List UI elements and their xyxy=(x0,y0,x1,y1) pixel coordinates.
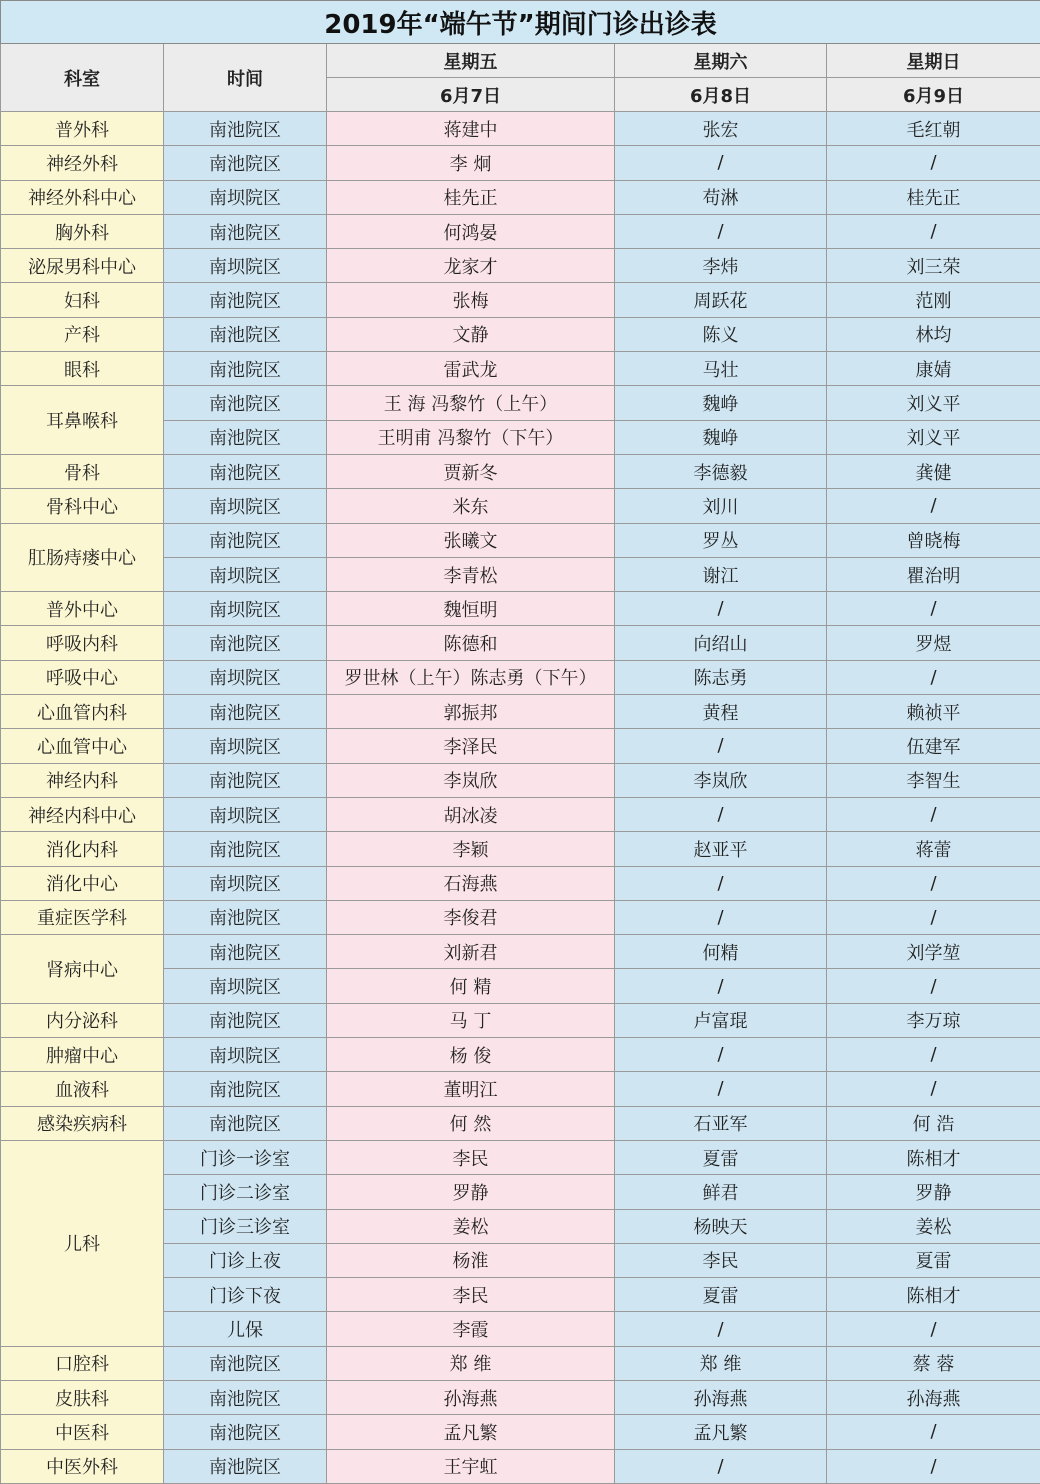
sat-doctor-cell: 孙海燕 xyxy=(615,1380,827,1414)
dept-cell: 中医外科 xyxy=(1,1449,164,1483)
time-cell: 南坝院区 xyxy=(164,249,327,283)
table-row xyxy=(1,180,1040,214)
table-row xyxy=(1,249,1040,283)
sun-doctor-cell: / xyxy=(827,592,1040,626)
dept-cell: 重症医学科 xyxy=(1,900,164,934)
fri-doctor-cell: 陈德和 xyxy=(327,626,615,660)
dept-cell: 普外科 xyxy=(1,112,164,146)
fri-doctor-cell: 郭振邦 xyxy=(327,695,615,729)
dept-cell: 中医科 xyxy=(1,1415,164,1449)
sun-doctor-cell: 赖祯平 xyxy=(827,695,1040,729)
sat-doctor-cell: 马壮 xyxy=(615,352,827,386)
table-row xyxy=(1,866,1040,900)
sat-doctor-cell: 夏雷 xyxy=(615,1278,827,1312)
time-cell: 南池院区 xyxy=(164,214,327,248)
fri-doctor-cell: 张曦文 xyxy=(327,523,615,557)
header-time: 时间 xyxy=(164,44,327,112)
time-cell: 南池院区 xyxy=(164,146,327,180)
time-cell: 南池院区 xyxy=(164,1449,327,1483)
sat-doctor-cell: 张宏 xyxy=(615,112,827,146)
dept-cell: 妇科 xyxy=(1,283,164,317)
time-cell: 南坝院区 xyxy=(164,660,327,694)
time-cell: 南池院区 xyxy=(164,523,327,557)
sun-doctor-cell: 康婧 xyxy=(827,352,1040,386)
table-row xyxy=(1,763,1040,797)
header-date-fri: 6月7日 xyxy=(327,78,615,112)
table-row xyxy=(1,1072,1040,1106)
sun-doctor-cell: 蔡 蓉 xyxy=(827,1346,1040,1380)
sun-doctor-cell: 范刚 xyxy=(827,283,1040,317)
time-cell: 门诊二诊室 xyxy=(164,1175,327,1209)
fri-doctor-cell: 李俊君 xyxy=(327,900,615,934)
fri-doctor-cell: 何鸿晏 xyxy=(327,214,615,248)
fri-doctor-cell: 李青松 xyxy=(327,557,615,591)
fri-doctor-cell: 王 海 冯黎竹（上午） xyxy=(327,386,615,420)
sun-doctor-cell: 李智生 xyxy=(827,763,1040,797)
table-row xyxy=(1,386,1040,420)
fri-doctor-cell: 李颖 xyxy=(327,832,615,866)
fri-doctor-cell: 文静 xyxy=(327,317,615,351)
time-cell: 南坝院区 xyxy=(164,180,327,214)
fri-doctor-cell: 李泽民 xyxy=(327,729,615,763)
time-cell: 南池院区 xyxy=(164,1106,327,1140)
header-date-sun: 6月9日 xyxy=(827,78,1040,112)
fri-doctor-cell: 何 然 xyxy=(327,1106,615,1140)
time-cell: 南池院区 xyxy=(164,935,327,969)
time-cell: 南池院区 xyxy=(164,283,327,317)
dept-cell: 神经外科中心 xyxy=(1,180,164,214)
table-row xyxy=(1,1038,1040,1072)
sat-doctor-cell: 李民 xyxy=(615,1243,827,1277)
fri-doctor-cell: 米东 xyxy=(327,489,615,523)
sat-doctor-cell: 向绍山 xyxy=(615,626,827,660)
fri-doctor-cell: 郑 维 xyxy=(327,1346,615,1380)
time-cell: 南坝院区 xyxy=(164,797,327,831)
sun-doctor-cell: 伍建军 xyxy=(827,729,1040,763)
sun-doctor-cell: 夏雷 xyxy=(827,1243,1040,1277)
dept-cell: 内分泌科 xyxy=(1,1003,164,1037)
table-row xyxy=(1,146,1040,180)
fri-doctor-cell: 何 精 xyxy=(327,969,615,1003)
time-cell: 南池院区 xyxy=(164,1380,327,1414)
time-cell: 儿保 xyxy=(164,1312,327,1346)
sun-doctor-cell: / xyxy=(827,1072,1040,1106)
fri-doctor-cell: 刘新君 xyxy=(327,935,615,969)
sun-doctor-cell: 曾晓梅 xyxy=(827,523,1040,557)
sat-doctor-cell: / xyxy=(615,1449,827,1483)
time-cell: 门诊下夜 xyxy=(164,1278,327,1312)
sat-doctor-cell: 鲜君 xyxy=(615,1175,827,1209)
sun-doctor-cell: 罗煜 xyxy=(827,626,1040,660)
fri-doctor-cell: 罗世林（上午）陈志勇（下午） xyxy=(327,660,615,694)
sat-doctor-cell: 黄程 xyxy=(615,695,827,729)
table-row xyxy=(1,283,1040,317)
sat-doctor-cell: / xyxy=(615,1072,827,1106)
table-row xyxy=(1,1380,1040,1414)
sat-doctor-cell: / xyxy=(615,969,827,1003)
time-cell: 门诊一诊室 xyxy=(164,1140,327,1174)
dept-cell: 肛肠痔瘘中心 xyxy=(1,523,164,592)
sun-doctor-cell: / xyxy=(827,1038,1040,1072)
dept-cell: 骨科中心 xyxy=(1,489,164,523)
fri-doctor-cell: 雷武龙 xyxy=(327,352,615,386)
sun-doctor-cell: 刘三荣 xyxy=(827,249,1040,283)
sat-doctor-cell: 罗丛 xyxy=(615,523,827,557)
fri-doctor-cell: 孟凡繁 xyxy=(327,1415,615,1449)
fri-doctor-cell: 杨淮 xyxy=(327,1243,615,1277)
time-cell: 南坝院区 xyxy=(164,592,327,626)
fri-doctor-cell: 胡冰凌 xyxy=(327,797,615,831)
sat-doctor-cell: 魏峥 xyxy=(615,386,827,420)
sat-doctor-cell: / xyxy=(615,1312,827,1346)
table-row xyxy=(1,112,1040,146)
sun-doctor-cell: 陈相才 xyxy=(827,1140,1040,1174)
table-row xyxy=(1,1106,1040,1140)
time-cell: 南池院区 xyxy=(164,1415,327,1449)
sun-doctor-cell: 蒋蕾 xyxy=(827,832,1040,866)
dept-cell: 心血管内科 xyxy=(1,695,164,729)
sat-doctor-cell: 李德毅 xyxy=(615,454,827,488)
dept-cell: 消化中心 xyxy=(1,866,164,900)
fri-doctor-cell: 张梅 xyxy=(327,283,615,317)
header-weekday-fri: 星期五 xyxy=(327,44,615,78)
sun-doctor-cell: / xyxy=(827,969,1040,1003)
time-cell: 门诊三诊室 xyxy=(164,1209,327,1243)
table-row xyxy=(1,1140,1040,1174)
time-cell: 南池院区 xyxy=(164,112,327,146)
table-row xyxy=(1,1415,1040,1449)
table-row xyxy=(1,352,1040,386)
table-row xyxy=(1,592,1040,626)
fri-doctor-cell: 蒋建中 xyxy=(327,112,615,146)
sat-doctor-cell: / xyxy=(615,592,827,626)
sat-doctor-cell: 卢富琨 xyxy=(615,1003,827,1037)
dept-cell: 感染疾病科 xyxy=(1,1106,164,1140)
time-cell: 南池院区 xyxy=(164,900,327,934)
dept-cell: 儿科 xyxy=(1,1140,164,1346)
time-cell: 南坝院区 xyxy=(164,969,327,1003)
fri-doctor-cell: 李民 xyxy=(327,1278,615,1312)
sun-doctor-cell: 瞿治明 xyxy=(827,557,1040,591)
table-row xyxy=(1,695,1040,729)
sun-doctor-cell: / xyxy=(827,489,1040,523)
fri-doctor-cell: 贾新冬 xyxy=(327,454,615,488)
table-row xyxy=(1,935,1040,969)
fri-doctor-cell: 李 炯 xyxy=(327,146,615,180)
header-weekday-sun: 星期日 xyxy=(827,44,1040,78)
sun-doctor-cell: 罗静 xyxy=(827,1175,1040,1209)
sun-doctor-cell: 刘学堃 xyxy=(827,935,1040,969)
sat-doctor-cell: 石亚军 xyxy=(615,1106,827,1140)
dept-cell: 心血管中心 xyxy=(1,729,164,763)
fri-doctor-cell: 李岚欣 xyxy=(327,763,615,797)
time-cell: 南坝院区 xyxy=(164,1038,327,1072)
fri-doctor-cell: 王宇虹 xyxy=(327,1449,615,1483)
sat-doctor-cell: 魏峥 xyxy=(615,420,827,454)
time-cell: 南池院区 xyxy=(164,352,327,386)
sun-doctor-cell: 孙海燕 xyxy=(827,1380,1040,1414)
sun-doctor-cell: / xyxy=(827,866,1040,900)
schedule-body xyxy=(1,112,1040,1484)
table-row xyxy=(1,454,1040,488)
time-cell: 南池院区 xyxy=(164,1003,327,1037)
dept-cell: 皮肤科 xyxy=(1,1380,164,1414)
sun-doctor-cell: / xyxy=(827,900,1040,934)
sat-doctor-cell: 何精 xyxy=(615,935,827,969)
time-cell: 门诊上夜 xyxy=(164,1243,327,1277)
dept-cell: 骨科 xyxy=(1,454,164,488)
sat-doctor-cell: 谢江 xyxy=(615,557,827,591)
table-row xyxy=(1,1003,1040,1037)
header-weekday-sat: 星期六 xyxy=(615,44,827,78)
dept-cell: 胸外科 xyxy=(1,214,164,248)
sat-doctor-cell: 郑 维 xyxy=(615,1346,827,1380)
dept-cell: 呼吸内科 xyxy=(1,626,164,660)
fri-doctor-cell: 李民 xyxy=(327,1140,615,1174)
table-row xyxy=(1,1449,1040,1483)
sat-doctor-cell: / xyxy=(615,797,827,831)
table-row xyxy=(1,214,1040,248)
sat-doctor-cell: 赵亚平 xyxy=(615,832,827,866)
fri-doctor-cell: 马 丁 xyxy=(327,1003,615,1037)
time-cell: 南池院区 xyxy=(164,454,327,488)
sun-doctor-cell: 何 浩 xyxy=(827,1106,1040,1140)
sun-doctor-cell: / xyxy=(827,660,1040,694)
time-cell: 南池院区 xyxy=(164,763,327,797)
table-row xyxy=(1,797,1040,831)
sat-doctor-cell: 李炜 xyxy=(615,249,827,283)
sat-doctor-cell: 孟凡繁 xyxy=(615,1415,827,1449)
table-row xyxy=(1,523,1040,557)
table-row xyxy=(1,729,1040,763)
sun-doctor-cell: 姜松 xyxy=(827,1209,1040,1243)
table-row xyxy=(1,317,1040,351)
sun-doctor-cell: / xyxy=(827,1449,1040,1483)
time-cell: 南池院区 xyxy=(164,626,327,660)
fri-doctor-cell: 孙海燕 xyxy=(327,1380,615,1414)
sun-doctor-cell: / xyxy=(827,797,1040,831)
sat-doctor-cell: 杨映天 xyxy=(615,1209,827,1243)
sun-doctor-cell: 李万琼 xyxy=(827,1003,1040,1037)
fri-doctor-cell: 李霞 xyxy=(327,1312,615,1346)
time-cell: 南池院区 xyxy=(164,317,327,351)
table-row xyxy=(1,832,1040,866)
fri-doctor-cell: 王明甫 冯黎竹（下午） xyxy=(327,420,615,454)
dept-cell: 产科 xyxy=(1,317,164,351)
sat-doctor-cell: 刘川 xyxy=(615,489,827,523)
fri-doctor-cell: 石海燕 xyxy=(327,866,615,900)
sun-doctor-cell: 毛红朝 xyxy=(827,112,1040,146)
table-row xyxy=(1,900,1040,934)
sat-doctor-cell: / xyxy=(615,214,827,248)
sun-doctor-cell: / xyxy=(827,1312,1040,1346)
sun-doctor-cell: / xyxy=(827,146,1040,180)
dept-cell: 肿瘤中心 xyxy=(1,1038,164,1072)
header-date-sat: 6月8日 xyxy=(615,78,827,112)
dept-cell: 神经内科 xyxy=(1,763,164,797)
sat-doctor-cell: / xyxy=(615,900,827,934)
sat-doctor-cell: 苟淋 xyxy=(615,180,827,214)
dept-cell: 眼科 xyxy=(1,352,164,386)
header-dept: 科室 xyxy=(1,44,164,112)
sun-doctor-cell: 龚健 xyxy=(827,454,1040,488)
time-cell: 南坝院区 xyxy=(164,557,327,591)
sun-doctor-cell: 陈相才 xyxy=(827,1278,1040,1312)
table-row xyxy=(1,626,1040,660)
time-cell: 南坝院区 xyxy=(164,489,327,523)
sat-doctor-cell: 夏雷 xyxy=(615,1140,827,1174)
time-cell: 南池院区 xyxy=(164,1346,327,1380)
dept-cell: 普外中心 xyxy=(1,592,164,626)
dept-cell: 口腔科 xyxy=(1,1346,164,1380)
sat-doctor-cell: 陈志勇 xyxy=(615,660,827,694)
time-cell: 南坝院区 xyxy=(164,866,327,900)
sun-doctor-cell: / xyxy=(827,214,1040,248)
dept-cell: 呼吸中心 xyxy=(1,660,164,694)
fri-doctor-cell: 魏恒明 xyxy=(327,592,615,626)
table-row xyxy=(1,489,1040,523)
sat-doctor-cell: / xyxy=(615,146,827,180)
dept-cell: 血液科 xyxy=(1,1072,164,1106)
fri-doctor-cell: 龙家才 xyxy=(327,249,615,283)
fri-doctor-cell: 罗静 xyxy=(327,1175,615,1209)
sun-doctor-cell: 刘义平 xyxy=(827,420,1040,454)
dept-cell: 神经内科中心 xyxy=(1,797,164,831)
sat-doctor-cell: / xyxy=(615,1038,827,1072)
time-cell: 南池院区 xyxy=(164,832,327,866)
fri-doctor-cell: 桂先正 xyxy=(327,180,615,214)
time-cell: 南坝院区 xyxy=(164,729,327,763)
time-cell: 南池院区 xyxy=(164,386,327,420)
sun-doctor-cell: 刘义平 xyxy=(827,386,1040,420)
sat-doctor-cell: / xyxy=(615,866,827,900)
dept-cell: 神经外科 xyxy=(1,146,164,180)
time-cell: 南池院区 xyxy=(164,695,327,729)
table-row xyxy=(1,660,1040,694)
sat-doctor-cell: / xyxy=(615,729,827,763)
dept-cell: 肾病中心 xyxy=(1,935,164,1004)
sat-doctor-cell: 陈义 xyxy=(615,317,827,351)
dept-cell: 耳鼻喉科 xyxy=(1,386,164,455)
table-row xyxy=(1,1346,1040,1380)
sun-doctor-cell: 林均 xyxy=(827,317,1040,351)
sun-doctor-cell: 桂先正 xyxy=(827,180,1040,214)
dept-cell: 泌尿男科中心 xyxy=(1,249,164,283)
time-cell: 南池院区 xyxy=(164,420,327,454)
fri-doctor-cell: 杨 俊 xyxy=(327,1038,615,1072)
time-cell: 南池院区 xyxy=(164,1072,327,1106)
dept-cell: 消化内科 xyxy=(1,832,164,866)
sat-doctor-cell: 周跃花 xyxy=(615,283,827,317)
sun-doctor-cell: / xyxy=(827,1415,1040,1449)
fri-doctor-cell: 姜松 xyxy=(327,1209,615,1243)
sat-doctor-cell: 李岚欣 xyxy=(615,763,827,797)
page-title: 2019年“端午节”期间门诊出诊表 xyxy=(1,1,1040,44)
fri-doctor-cell: 董明江 xyxy=(327,1072,615,1106)
